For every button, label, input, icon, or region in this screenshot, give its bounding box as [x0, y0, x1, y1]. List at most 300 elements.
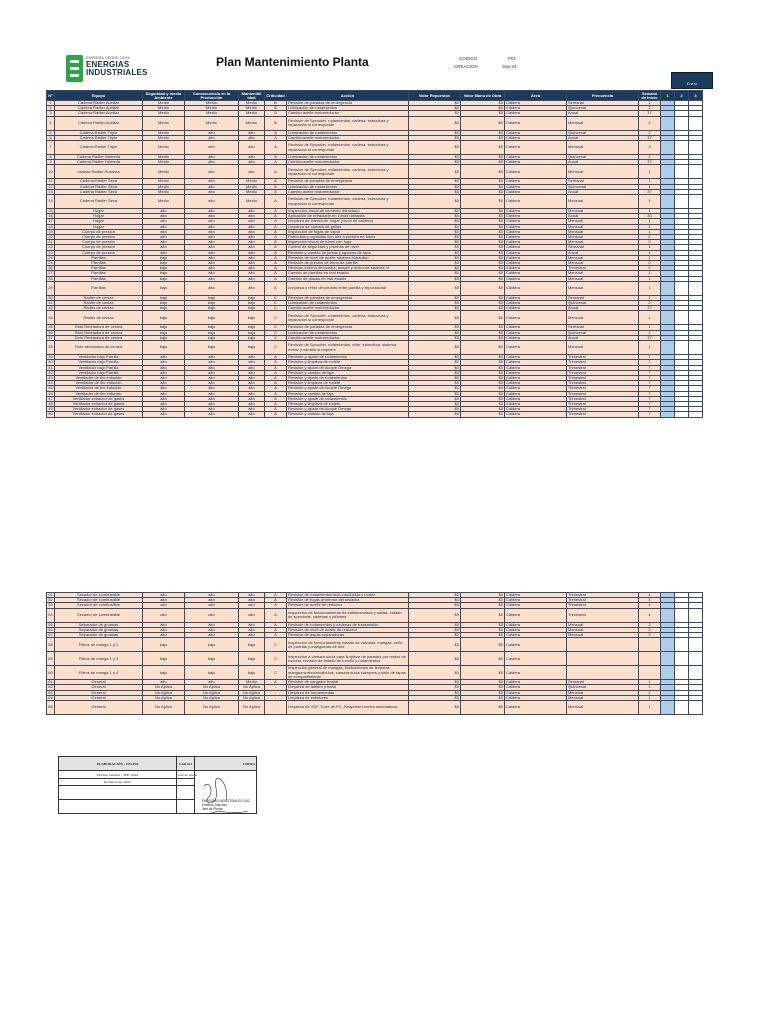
cell-n: 39: [48, 354, 53, 360]
cell-f: Mensual: [567, 229, 639, 234]
cell-v2: $0: [461, 306, 505, 311]
cell-ar: Caldera: [505, 250, 567, 255]
cell-c: C: [265, 295, 287, 300]
week-cell: [689, 341, 703, 355]
cell-n: 25: [48, 260, 53, 266]
cell-p: alto: [185, 391, 239, 396]
cell-w: 4: [639, 603, 661, 608]
cell-p: alto: [185, 680, 239, 685]
cell-f: [567, 666, 639, 680]
cell-n: 8: [47, 155, 55, 160]
cell-a: Limpieza de tablero y baño: [287, 685, 409, 690]
cell-v2: $0: [461, 627, 505, 632]
cell-p: alto: [185, 266, 239, 271]
cell-w: 1: [639, 281, 661, 295]
sig-header-elaboration: ELABORACIÓN - FECHA: [59, 757, 177, 771]
cell-eq: Ventilador extractor de gases: [55, 396, 143, 401]
cell-c: A: [265, 627, 287, 632]
cell-p: alto: [185, 370, 239, 375]
cell-ar: Caldera: [505, 680, 567, 685]
cell-c: C: [265, 311, 287, 325]
cell-f: Semanal: [567, 101, 639, 106]
cell-m: bajo: [239, 341, 265, 355]
table-row: [47, 412, 703, 417]
cell-a: Inspección de fugas de vapor: [287, 229, 409, 234]
cell-w: 4: [639, 608, 661, 622]
cell-v1: $0: [409, 189, 461, 194]
month-label: Enero: [686, 81, 698, 86]
cell-a: Revisión de nivel de aceite sistema hidráulico: [287, 255, 409, 260]
cell-n: 51: [48, 592, 53, 597]
cell-f: Semanal: [567, 179, 639, 184]
cell-n: 65: [47, 701, 55, 715]
cell-p: alto: [185, 240, 239, 245]
cell-c: A: [265, 412, 287, 417]
cell-w: 1: [639, 219, 661, 224]
cell-ar: Caldera: [505, 106, 567, 111]
cell-v2: $0: [461, 165, 505, 179]
cell-w: 4: [639, 250, 661, 255]
cell-s: alto: [143, 219, 185, 224]
cell-v1: $0: [409, 680, 461, 685]
cell-c: C: [265, 330, 287, 335]
week-cell: [661, 608, 675, 622]
cell-a: Limpieza de interior de hogar (vacío de caldera): [287, 219, 409, 224]
cell-c: A: [265, 622, 287, 627]
cell-n: 1: [47, 101, 55, 106]
cell-p: alto: [185, 255, 239, 260]
column-header: Consecuencia en la Producción: [185, 91, 239, 101]
cell-s: alto: [143, 633, 185, 638]
cell-c: C: [265, 652, 287, 666]
cell-w: 1: [639, 184, 661, 189]
cell-v2: $0: [461, 381, 505, 386]
cell-s: alto: [143, 598, 185, 603]
cell-w: 2: [639, 106, 661, 111]
cell-ar: Caldera: [505, 295, 567, 300]
cell-v1: $0: [409, 386, 461, 391]
cell-a: Revisión de Sprocket, rodamientos, cadena, estructura y reparación si corresponde: [287, 165, 409, 179]
table-row: [47, 341, 703, 355]
cell-ar: Caldera: [505, 130, 567, 135]
cell-c: A: [265, 135, 287, 140]
cell-a: Cambio aceite motorreductor: [287, 111, 409, 116]
cell-v1: $0: [409, 325, 461, 330]
cell-c: A: [265, 381, 287, 386]
cell-ar: Caldera: [505, 412, 567, 417]
cell-c: A: [265, 266, 287, 271]
cell-m: alto: [239, 627, 265, 632]
cell-eq: General: [55, 680, 143, 685]
cell-s: alto: [143, 355, 185, 360]
cell-ar: Caldera: [505, 135, 567, 140]
cell-p: Medio: [185, 111, 239, 116]
cell-ar: Caldera: [505, 685, 567, 690]
cell-eq: Cadena Radler Auxiliar: [55, 111, 143, 116]
cell-p: alto: [185, 130, 239, 135]
cell-a: Limpieza de VDF, Torre de PC, Reapriete bornes automaticos.: [287, 701, 409, 715]
cell-c: A: [265, 155, 287, 160]
cell-f: Mensual: [567, 261, 639, 266]
cell-v1: $0: [409, 608, 461, 622]
cell-m: alto: [239, 255, 265, 260]
cell-f: Trimestral: [567, 360, 639, 365]
cell-a: Revisión de nivel de aceite de reductor: [287, 627, 409, 632]
cell-v2: $0: [461, 195, 505, 209]
cell-eq: Cadena Radler Seca: [55, 179, 143, 184]
cell-v1: $0: [409, 214, 461, 219]
cell-eq: Parrillas: [55, 266, 143, 271]
cell-eq: Ventilador extractor de gases: [55, 407, 143, 412]
cell-eq: Parrillas: [55, 276, 143, 281]
cell-v2: $0: [461, 633, 505, 638]
cell-n: 30: [48, 295, 53, 300]
cell-c: A: [265, 603, 287, 608]
cell-a: Revisión de paradas de emergencia: [287, 295, 409, 300]
cell-v1: $0: [409, 306, 461, 311]
cell-v2: $0: [461, 622, 505, 627]
cell-a: Lubricación de rodamientos: [287, 184, 409, 189]
stamp-line-3: Jefe de Planta: [202, 807, 223, 811]
cell-c: A: [265, 281, 287, 295]
week-cell: [675, 701, 689, 715]
cell-s: bajo: [143, 261, 185, 266]
cell-s: bajo: [143, 325, 185, 330]
column-header: Frecuencia: [567, 91, 639, 101]
cell-a: Revisión y ajuste de Acople Omega: [287, 365, 409, 370]
cell-eq: Cuerpo de presión: [55, 229, 143, 234]
cell-a: Cambio aceite motorreductor: [287, 160, 409, 165]
code-value: P01: [508, 56, 517, 61]
cell-m: alto: [239, 235, 265, 240]
cell-a: Cambio aceite motorreductor: [287, 335, 409, 340]
cell-eq: Ventilador de tiro inducido: [55, 381, 143, 386]
cell-p: bajo: [185, 652, 239, 666]
cell-c: C: [265, 666, 287, 680]
cell-v1: $0: [409, 666, 461, 680]
cell-c: A: [265, 375, 287, 380]
cell-ar: Caldera: [505, 396, 567, 401]
cell-v2: $0: [461, 407, 505, 412]
cell-f: Quincenal: [567, 106, 639, 111]
cell-eq: Secador de combustible: [55, 603, 143, 608]
cell-ar: Caldera: [505, 266, 567, 271]
cell-c: A: [265, 608, 287, 622]
column-header: Acción: [287, 91, 409, 101]
cell-m: alto: [239, 622, 265, 627]
cell-ar: Caldera: [505, 386, 567, 391]
cell-ar: Caldera: [505, 627, 567, 632]
week-cell: [689, 652, 703, 666]
cell-v1: $0: [409, 627, 461, 632]
cell-a: Revisión de rodamientos lado conducido y motriz: [287, 593, 409, 598]
cell-f: Quincenal: [567, 301, 639, 306]
cell-p: No Aplica: [185, 685, 239, 690]
cell-f: Anual: [567, 250, 639, 255]
cell-ar: Caldera: [505, 155, 567, 160]
cell-s: alto: [143, 375, 185, 380]
table-row: [47, 701, 703, 715]
cell-v2: $0: [461, 189, 505, 194]
cell-n: 37: [48, 335, 53, 340]
cell-eq: Secador de combustible: [55, 608, 143, 622]
cell-s: bajo: [143, 266, 185, 271]
cell-eq: Ventilador extractor de gases: [55, 401, 143, 406]
cell-c: A: [265, 593, 287, 598]
code-label: CODIGO: [459, 56, 478, 61]
cell-v1: $0: [409, 622, 461, 627]
cell-v2: $0: [461, 130, 505, 135]
cell-p: alto: [185, 375, 239, 380]
cell-w: 1: [639, 311, 661, 325]
cell-p: alto: [185, 141, 239, 155]
week-cell: [675, 195, 689, 209]
cell-p: Medio: [185, 101, 239, 106]
column-header: Mantenibil idad: [239, 91, 265, 101]
cell-f: Trimestral: [567, 603, 639, 608]
cell-eq: Ventilador bajo Parrilla: [55, 360, 143, 365]
cell-v2: $0: [461, 229, 505, 234]
cell-p: alto: [185, 209, 239, 214]
cell-ar: Caldera: [505, 365, 567, 370]
cell-ar: Caldera: [505, 633, 567, 638]
cell-w: 7: [639, 365, 661, 370]
cell-c: A: [265, 680, 287, 685]
cell-s: alto: [143, 603, 185, 608]
cell-n: 53: [48, 602, 53, 608]
cell-ar: Caldera: [505, 281, 567, 295]
cell-f: Trimestral: [567, 593, 639, 598]
cell-a: Revisión y limpieza de rodete: [287, 401, 409, 406]
cell-s: Medio: [143, 189, 185, 194]
week-cell: [661, 311, 675, 325]
cell-f: [567, 638, 639, 652]
energy-logo-mark-icon: [66, 55, 83, 82]
cell-eq: Hogar: [55, 224, 143, 229]
cell-n: 16: [48, 213, 53, 219]
cell-f: Mensual: [567, 311, 639, 325]
cell-n: 49: [48, 406, 53, 412]
cell-v2: $0: [461, 209, 505, 214]
cell-v1: $0: [409, 130, 461, 135]
cell-c: A: [265, 401, 287, 406]
cell-s: alto: [143, 608, 185, 622]
cell-ar: Caldera: [505, 165, 567, 179]
week-cell: [675, 608, 689, 622]
cell-c: -: [265, 695, 287, 700]
cell-v2: $0: [461, 401, 505, 406]
cell-s: alto: [143, 250, 185, 255]
cell-c: B: [265, 111, 287, 116]
cell-v2: $0: [461, 281, 505, 295]
cell-eq: Cuerpo de presión: [55, 240, 143, 245]
cell-c: A: [265, 209, 287, 214]
cell-v2: $0: [461, 396, 505, 401]
cell-c: A: [265, 250, 287, 255]
week-cell: [661, 165, 675, 179]
column-header: Equipo: [55, 91, 143, 101]
cell-a: Lubricación de rodamientos: [287, 330, 409, 335]
cell-p: No Aplica: [185, 701, 239, 715]
cell-n: 12: [48, 184, 53, 189]
cell-s: Medio: [143, 111, 185, 116]
cell-a: Inspección de funcionamiento de salida entrada y salida, estado de sprockets, cadenas y piñones.: [287, 608, 409, 622]
table-row: [47, 638, 703, 652]
cell-w: 1: [639, 701, 661, 715]
cell-c: A: [265, 130, 287, 135]
cell-m: alto: [239, 401, 265, 406]
cell-p: alto: [185, 633, 239, 638]
cell-v1: $0: [409, 633, 461, 638]
cell-ar: Caldera: [505, 116, 567, 130]
cell-c: A: [265, 386, 287, 391]
cell-w: 1: [639, 179, 661, 184]
cell-ar: Caldera: [505, 101, 567, 106]
sig-elaborated-by: Esteban Sanchez - SEP- 2024: [59, 771, 177, 779]
cell-s: bajo: [143, 306, 185, 311]
cell-ar: Caldera: [505, 638, 567, 652]
cell-n: 28: [48, 276, 53, 281]
cell-p: alto: [185, 135, 239, 140]
cell-s: bajo: [143, 335, 185, 340]
cell-ar: Caldera: [505, 111, 567, 116]
cell-n: 13: [48, 189, 53, 194]
cell-m: alto: [239, 365, 265, 370]
cell-f: Mensual: [567, 116, 639, 130]
cell-m: alto: [239, 396, 265, 401]
cell-a: Lubricación de rodamientos: [287, 106, 409, 111]
cell-c: A: [265, 189, 287, 194]
cell-s: alto: [143, 627, 185, 632]
cell-m: alto: [239, 603, 265, 608]
cell-w: 1: [639, 685, 661, 690]
week-cell: [675, 165, 689, 179]
cell-s: alto: [143, 224, 185, 229]
cell-a: Revisión y ajuste de rodamientos: [287, 355, 409, 360]
cell-a: Lubricación de rodamientos: [287, 130, 409, 135]
cell-ar: Caldera: [505, 603, 567, 608]
brand-line-2: INDUSTRIALES: [86, 68, 148, 77]
cell-v2: $0: [461, 608, 505, 622]
cell-a: Revisión de Sprocket, rodamientos, cadena, estructura y reparación si corresponde: [287, 141, 409, 155]
cell-eq: Parrillas: [55, 261, 143, 266]
cell-n: 7: [47, 141, 55, 155]
cell-s: bajo: [143, 295, 185, 300]
cell-w: 7: [639, 381, 661, 386]
cell-v1: $0: [409, 685, 461, 690]
week-cell: [675, 141, 689, 155]
cell-eq: Ventilador bajo Parrilla: [55, 370, 143, 375]
cell-n: 64: [48, 695, 53, 700]
cell-c: A: [265, 360, 287, 365]
cell-a: Revisión de cargador frontal: [287, 680, 409, 685]
cell-s: Medio: [143, 116, 185, 130]
cell-ar: Caldera: [505, 381, 567, 386]
cell-m: alto: [239, 130, 265, 135]
maintenance-table-bottom: [46, 592, 703, 715]
cell-p: alto: [185, 360, 239, 365]
cell-n: 54: [47, 608, 55, 622]
cell-a: Control de seguridad y pruebas de nivel: [287, 245, 409, 250]
cell-v2: $0: [461, 325, 505, 330]
cell-w: 37: [639, 335, 661, 340]
week-cell: [661, 281, 675, 295]
cell-m: alto: [239, 240, 265, 245]
cell-f: Trimestral: [567, 598, 639, 603]
sig-header-firma: FIRMA: [195, 757, 257, 771]
cell-m: alto: [239, 266, 265, 271]
cell-p: alto: [185, 276, 239, 281]
cell-p: alto: [185, 189, 239, 194]
week-cell: [689, 311, 703, 325]
cell-p: alto: [185, 401, 239, 406]
cell-m: Medio: [239, 106, 265, 111]
cell-n: 10: [47, 165, 55, 179]
cell-v1: $0: [409, 235, 461, 240]
cell-v1: $0: [409, 195, 461, 209]
cell-ar: Caldera: [505, 330, 567, 335]
cell-w: 37: [639, 189, 661, 194]
cell-eq: Cuerpo de presión: [55, 235, 143, 240]
cell-a: Revisión y limpieza de rodete: [287, 360, 409, 365]
cell-eq: Cadena Radler Humeda: [55, 160, 143, 165]
cell-v2: $0: [461, 638, 505, 652]
week-cell: [661, 116, 675, 130]
cell-eq: Parrillas: [55, 255, 143, 260]
cell-p: No Aplica: [185, 690, 239, 695]
cell-a: Cambio aceite motorreductor: [287, 135, 409, 140]
cell-p: alto: [185, 386, 239, 391]
cell-n: 61: [48, 679, 53, 685]
cell-n: 14: [47, 195, 55, 209]
cell-eq: Dsto abodadora de ceniza: [55, 341, 143, 355]
cell-s: alto: [143, 235, 185, 240]
cell-c: C: [265, 325, 287, 330]
cell-v1: $0: [409, 412, 461, 417]
cell-p: alto: [185, 261, 239, 266]
cell-w: 1: [639, 209, 661, 214]
cell-f: Semanal: [567, 325, 639, 330]
cell-m: bajo: [239, 306, 265, 311]
cell-f: Trimestral: [567, 381, 639, 386]
cell-s: alto: [143, 391, 185, 396]
cell-a: Revisión de paradas de emergencia: [287, 179, 409, 184]
cell-p: alto: [185, 412, 239, 417]
cell-eq: Filtros de manga 1 y 3: [55, 652, 143, 666]
cell-s: alto: [143, 360, 185, 365]
cell-s: No Aplica: [143, 685, 185, 690]
week-cell: [661, 412, 675, 417]
cell-v1: $0: [409, 276, 461, 281]
cell-s: bajo: [143, 271, 185, 276]
cell-a: Revisión de aspas separadoras: [287, 633, 409, 638]
cell-c: A: [265, 245, 287, 250]
cell-w: 7: [639, 391, 661, 396]
cell-v2: $0: [461, 335, 505, 340]
cell-n: 5: [47, 130, 55, 135]
cell-m: alto: [239, 281, 265, 295]
cell-eq: cadena Radler Humeda: [55, 165, 143, 179]
cell-p: alto: [185, 219, 239, 224]
cell-n: 11: [48, 178, 53, 184]
cell-v1: $0: [409, 111, 461, 116]
cell-w: 2: [639, 235, 661, 240]
cell-a: Revisión y cambio de faja: [287, 370, 409, 375]
cell-m: alto: [239, 407, 265, 412]
cell-f: Mensual: [567, 255, 639, 260]
cell-c: -: [265, 701, 287, 715]
cell-f: Mensual: [567, 690, 639, 695]
